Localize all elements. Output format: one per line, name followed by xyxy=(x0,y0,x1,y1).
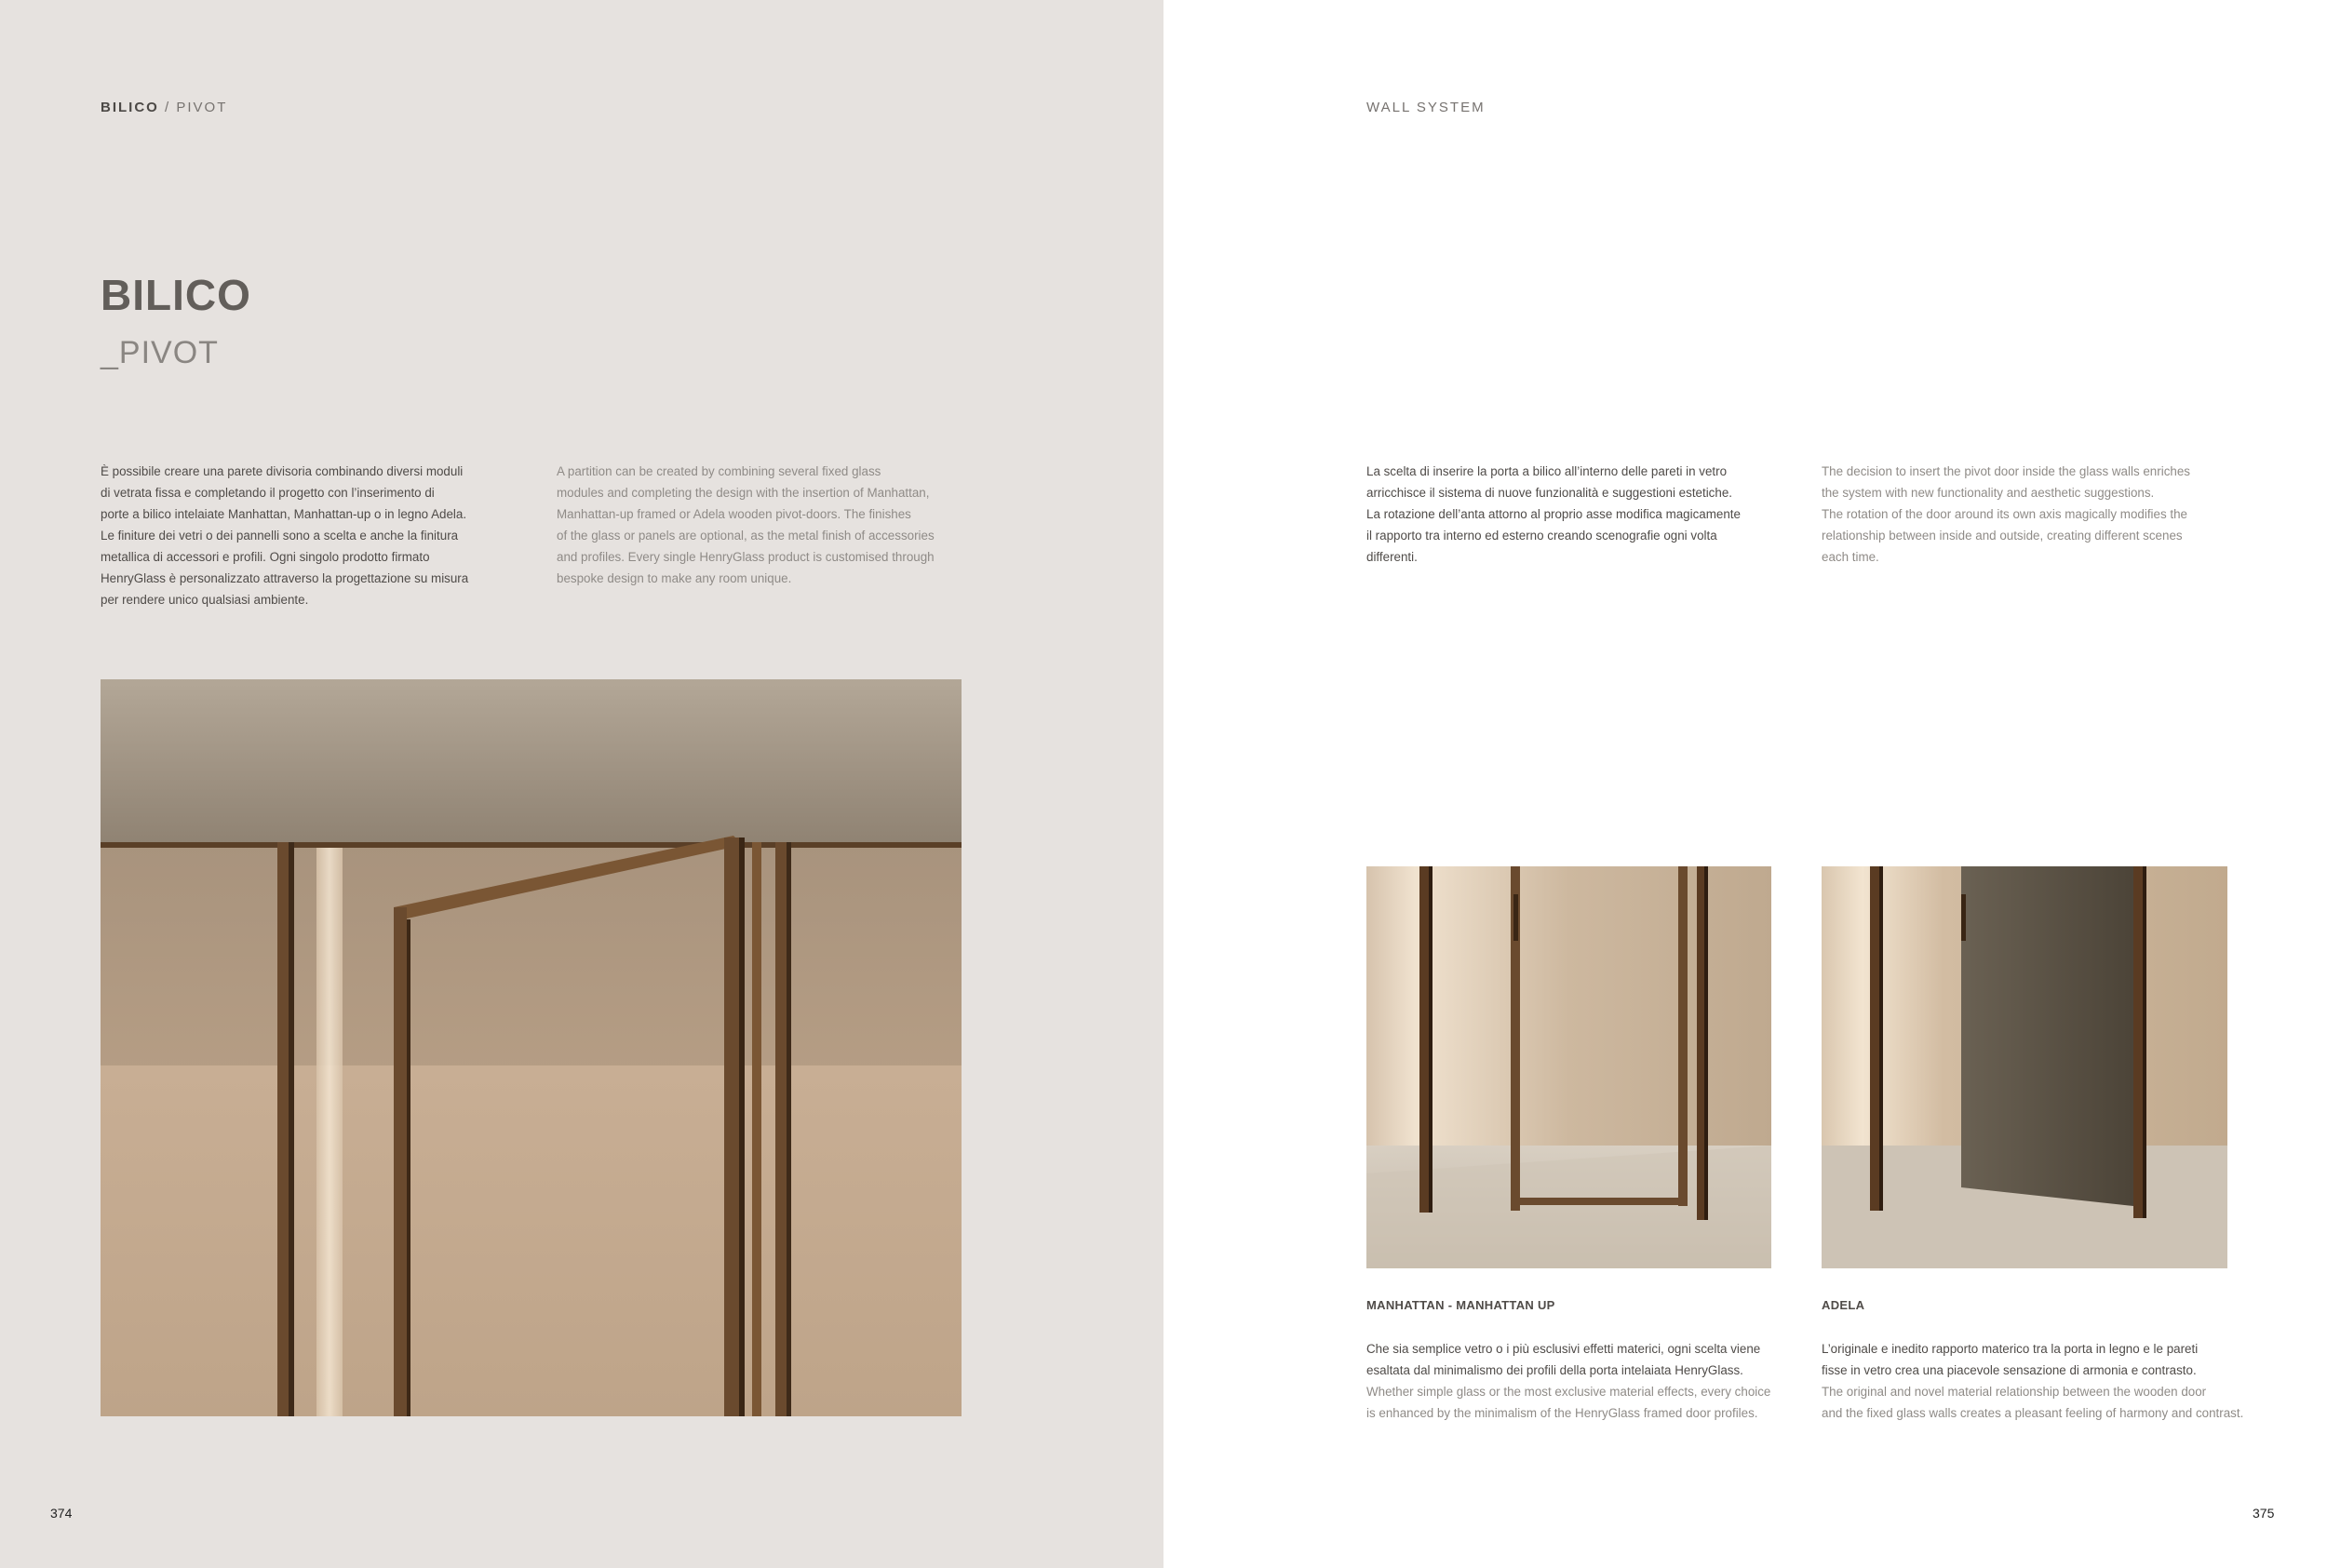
text-line: bespoke design to make any room unique. xyxy=(557,571,792,585)
page-number: 374 xyxy=(50,1506,73,1521)
manhattan-door-illustration xyxy=(1366,866,1771,1268)
text-line: A partition can be created by combining several fixed glass xyxy=(557,464,881,478)
text-line: La scelta di inserire la porta a bilico all’interno delle pareti in vetro xyxy=(1366,464,1728,478)
photo-adela-door xyxy=(1822,866,2227,1268)
text-line: esaltata dal minimalismo dei profili della porta intelaiata HenryGlass. xyxy=(1366,1363,1743,1377)
text-line: and profiles. Every single HenryGlass product is customised through xyxy=(557,550,935,564)
intro-english xyxy=(557,461,994,589)
intro-italian xyxy=(1366,461,1804,568)
text-line: of the glass or panels are optional, as the metal finish of accessories xyxy=(557,529,935,543)
text-line: The original and novel material relationship between the wooden door xyxy=(1822,1385,2207,1399)
section-label: WALL SYSTEM xyxy=(1366,100,1486,115)
text-line: modules and completing the design with the insertion of Manhattan, xyxy=(557,486,930,500)
product-title-manhattan: MANHATTAN - MANHATTAN UP xyxy=(1366,1298,1555,1312)
text-line: the system with new functionality and aesthetic suggestions. xyxy=(1822,486,2155,500)
text-line: each time. xyxy=(1822,550,1879,564)
adela-door-illustration xyxy=(1822,866,2227,1268)
product-desc-manhattan xyxy=(1366,1338,1804,1424)
text-line: The rotation of the door around its own axis magically modifies the xyxy=(1822,507,2187,521)
right-page xyxy=(1164,0,2327,1568)
product-title-adela: ADELA xyxy=(1822,1298,1865,1312)
text-line: metallica di accessori e profili. Ogni singolo prodotto firmato xyxy=(101,550,430,564)
text-line: È possibile creare una parete divisoria combinando diversi moduli xyxy=(101,464,464,478)
text-line: Whether simple glass or the most exclusive material effects, every choice xyxy=(1366,1385,1771,1399)
photo-manhattan-door xyxy=(1366,866,1771,1268)
text-line: per rendere unico qualsiasi ambiente. xyxy=(101,593,309,607)
text-line: HenryGlass è personalizzato attraverso la progettazione su misura xyxy=(101,571,469,585)
text-line: arricchisce il sistema di nuove funzionalità e suggestioni estetiche. xyxy=(1366,486,1732,500)
section-label xyxy=(101,100,227,115)
text-line: Manhattan-up framed or Adela wooden pivot-doors. The finishes xyxy=(557,507,911,521)
text-line: di vetrata fissa e completando il progetto con l’inserimento di xyxy=(101,486,435,500)
section-label-bold: BILICO xyxy=(101,100,159,115)
text-line: is enhanced by the minimalism of the HenryGlass framed door profiles. xyxy=(1366,1406,1758,1420)
text-line: il rapporto tra interno ed esterno creando scenografie ogni volta xyxy=(1366,529,1717,543)
intro-italian xyxy=(101,461,538,610)
text-line: fisse in vetro crea una piacevole sensazione di armonia e contrasto. xyxy=(1822,1363,2197,1377)
product-desc-adela xyxy=(1822,1338,2268,1424)
text-line: The decision to insert the pivot door inside the glass walls enriches xyxy=(1822,464,2190,478)
page-number: 375 xyxy=(2253,1506,2275,1521)
text-line: Che sia semplice vetro o i più esclusivi effetti materici, ogni scelta viene xyxy=(1366,1342,1761,1356)
text-line: relationship between inside and outside, creating different scenes xyxy=(1822,529,2183,543)
text-line: and the fixed glass walls creates a pleasant feeling of harmony and contrast. xyxy=(1822,1406,2244,1420)
page-title: BILICO xyxy=(101,271,251,319)
intro-english xyxy=(1822,461,2259,568)
text-line: Le finiture dei vetri o dei pannelli sono a scelta e anche la finitura xyxy=(101,529,459,543)
pivot-door-illustration xyxy=(101,679,962,1416)
main-photo-pivot-door xyxy=(101,679,962,1416)
page-subtitle: _PIVOT xyxy=(101,335,219,370)
text-line: differenti. xyxy=(1366,550,1418,564)
text-line: porte a bilico intelaiate Manhattan, Manhattan-up o in legno Adela. xyxy=(101,507,467,521)
text-line: La rotazione dell’anta attorno al proprio asse modifica magicamente xyxy=(1366,507,1741,521)
section-label-rest: / PIVOT xyxy=(158,100,228,115)
text-line: L’originale e inedito rapporto materico tra la porta in legno e le pareti xyxy=(1822,1342,2199,1356)
